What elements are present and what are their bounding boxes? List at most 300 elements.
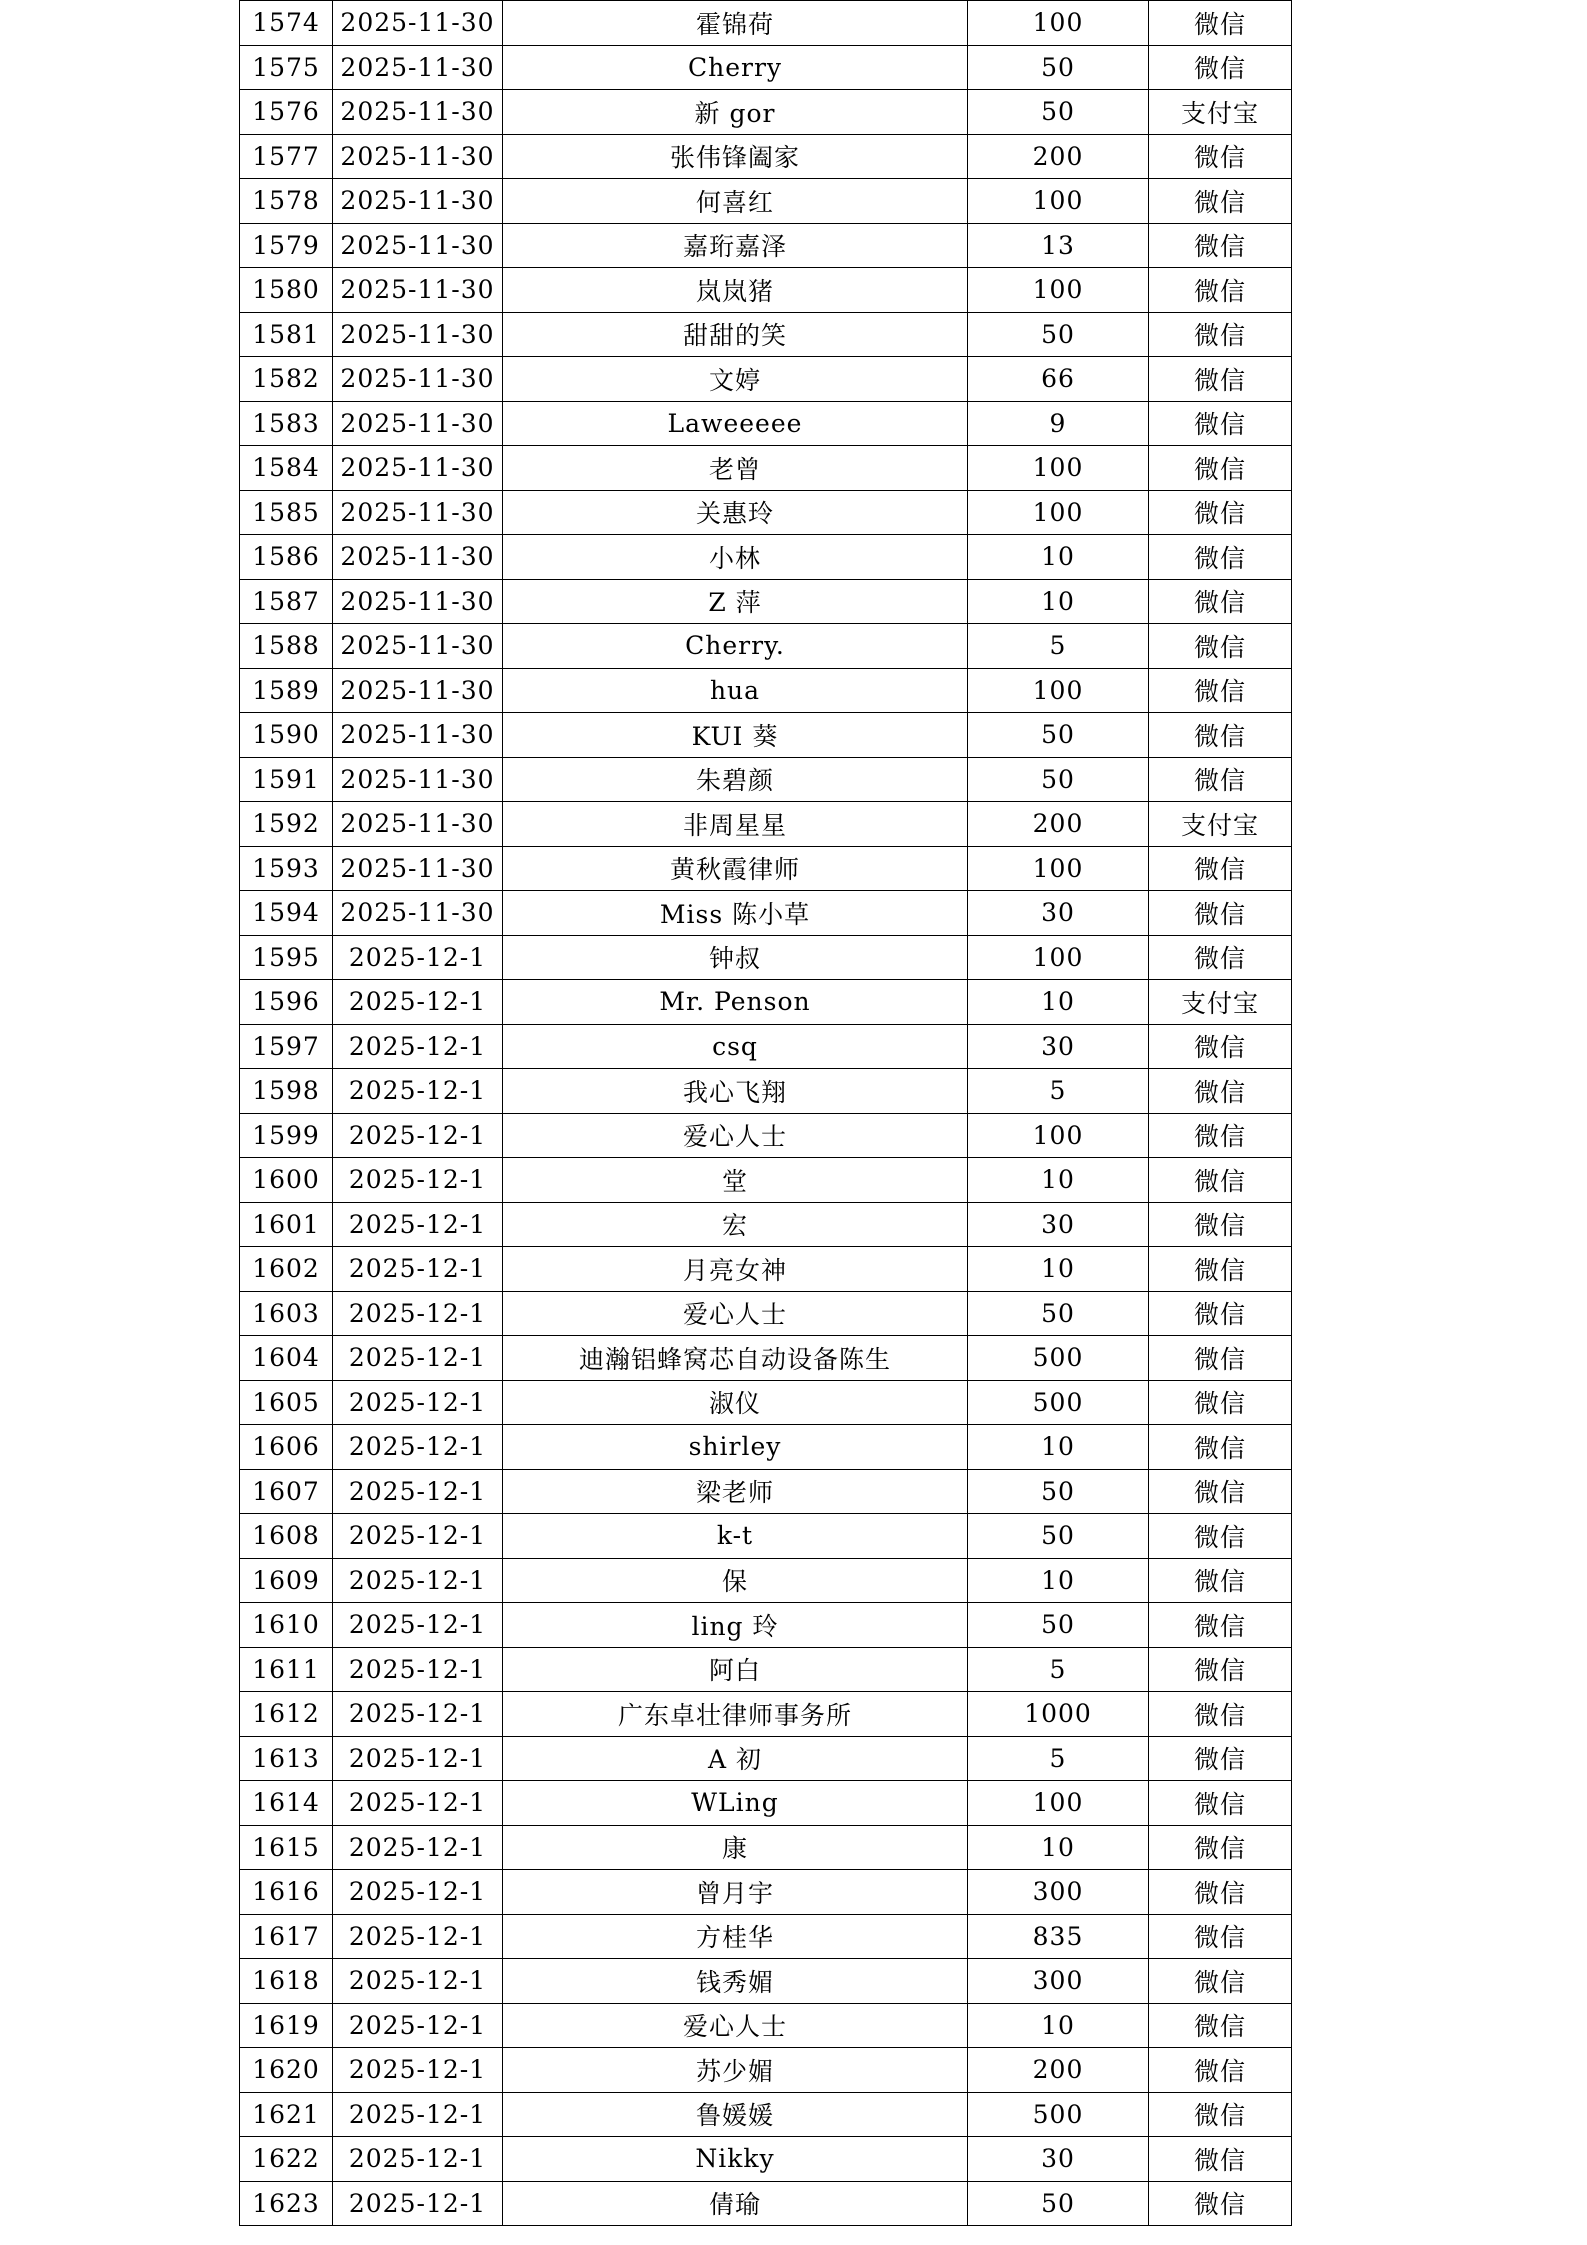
table-row <box>240 757 1292 802</box>
payment-method-cell: 微信 <box>1149 446 1292 491</box>
table-row <box>240 2048 1292 2093</box>
donor-name-cell: 钱秀媚 <box>503 1959 968 2004</box>
payment-method-cell: 微信 <box>1149 1158 1292 1203</box>
donor-name-cell: 苏少媚 <box>503 2048 968 2093</box>
date-cell: 2025-11-30 <box>333 713 503 758</box>
donor-name-cell: Mr. Penson <box>503 980 968 1025</box>
row-number-cell: 1619 <box>240 2003 333 2048</box>
row-number-cell: 1612 <box>240 1692 333 1737</box>
row-number-cell: 1608 <box>240 1514 333 1559</box>
row-number-cell: 1623 <box>240 2181 333 2226</box>
donor-name-cell: 张伟锋阖家 <box>503 134 968 179</box>
payment-method-cell: 微信 <box>1149 1425 1292 1470</box>
date-cell: 2025-12-1 <box>333 935 503 980</box>
table-row <box>240 1825 1292 1870</box>
payment-method-cell: 支付宝 <box>1149 90 1292 135</box>
date-cell: 2025-11-30 <box>333 579 503 624</box>
table-row <box>240 2092 1292 2137</box>
payment-method-cell: 微信 <box>1149 535 1292 580</box>
payment-method-cell: 微信 <box>1149 1603 1292 1648</box>
amount-cell: 5 <box>968 624 1149 669</box>
donor-name-cell: 何喜红 <box>503 179 968 224</box>
table-row <box>240 1514 1292 1559</box>
amount-cell: 10 <box>968 2003 1149 2048</box>
amount-cell: 200 <box>968 802 1149 847</box>
table-row <box>240 1291 1292 1336</box>
date-cell: 2025-12-1 <box>333 1469 503 1514</box>
payment-method-cell: 微信 <box>1149 579 1292 624</box>
donor-name-cell: 老曾 <box>503 446 968 491</box>
amount-cell: 200 <box>968 134 1149 179</box>
payment-method-cell: 微信 <box>1149 1336 1292 1381</box>
payment-method-cell: 微信 <box>1149 1024 1292 1069</box>
row-number-cell: 1614 <box>240 1781 333 1826</box>
donor-name-cell: Z 萍 <box>503 579 968 624</box>
amount-cell: 100 <box>968 446 1149 491</box>
table-row <box>240 802 1292 847</box>
table-row <box>240 668 1292 713</box>
donor-name-cell: 霍锦荷 <box>503 1 968 46</box>
donor-name-cell: 堂 <box>503 1158 968 1203</box>
donor-name-cell: 甜甜的笑 <box>503 312 968 357</box>
row-number-cell: 1576 <box>240 90 333 135</box>
date-cell: 2025-11-30 <box>333 223 503 268</box>
date-cell: 2025-11-30 <box>333 357 503 402</box>
donor-name-cell: 曾月宇 <box>503 1870 968 1915</box>
row-number-cell: 1589 <box>240 668 333 713</box>
row-number-cell: 1603 <box>240 1291 333 1336</box>
row-number-cell: 1577 <box>240 134 333 179</box>
payment-method-cell: 微信 <box>1149 1825 1292 1870</box>
row-number-cell: 1609 <box>240 1558 333 1603</box>
date-cell: 2025-12-1 <box>333 1603 503 1648</box>
amount-cell: 50 <box>968 1514 1149 1559</box>
donor-name-cell: 宏 <box>503 1202 968 1247</box>
donor-name-cell: Cherry <box>503 45 968 90</box>
amount-cell: 300 <box>968 1870 1149 1915</box>
row-number-cell: 1586 <box>240 535 333 580</box>
donor-name-cell: k-t <box>503 1514 968 1559</box>
donor-name-cell: KUI 葵 <box>503 713 968 758</box>
table-row <box>240 2181 1292 2226</box>
row-number-cell: 1615 <box>240 1825 333 1870</box>
donor-name-cell: 保 <box>503 1558 968 1603</box>
donor-name-cell: csq <box>503 1024 968 1069</box>
payment-method-cell: 微信 <box>1149 891 1292 936</box>
date-cell: 2025-11-30 <box>333 802 503 847</box>
payment-method-cell: 支付宝 <box>1149 980 1292 1025</box>
payment-method-cell: 微信 <box>1149 1 1292 46</box>
donor-name-cell: Laweeeee <box>503 401 968 446</box>
date-cell: 2025-12-1 <box>333 2048 503 2093</box>
amount-cell: 100 <box>968 490 1149 535</box>
table-row <box>240 1202 1292 1247</box>
amount-cell: 30 <box>968 891 1149 936</box>
date-cell: 2025-11-30 <box>333 668 503 713</box>
table-row <box>240 2003 1292 2048</box>
date-cell: 2025-11-30 <box>333 179 503 224</box>
table-row <box>240 980 1292 1025</box>
amount-cell: 30 <box>968 1024 1149 1069</box>
date-cell: 2025-12-1 <box>333 1558 503 1603</box>
table-row <box>240 401 1292 446</box>
table-row <box>240 1336 1292 1381</box>
donor-name-cell: shirley <box>503 1425 968 1470</box>
table-row <box>240 2137 1292 2182</box>
row-number-cell: 1605 <box>240 1380 333 1425</box>
amount-cell: 9 <box>968 401 1149 446</box>
date-cell: 2025-11-30 <box>333 535 503 580</box>
table-row <box>240 268 1292 313</box>
table-row <box>240 1247 1292 1292</box>
payment-method-cell: 微信 <box>1149 312 1292 357</box>
payment-method-cell: 支付宝 <box>1149 802 1292 847</box>
date-cell: 2025-12-1 <box>333 980 503 1025</box>
table-row <box>240 1647 1292 1692</box>
table-row <box>240 1558 1292 1603</box>
amount-cell: 100 <box>968 1781 1149 1826</box>
amount-cell: 100 <box>968 1 1149 46</box>
date-cell: 2025-12-1 <box>333 2137 503 2182</box>
date-cell: 2025-12-1 <box>333 1291 503 1336</box>
table-row <box>240 935 1292 980</box>
amount-cell: 50 <box>968 1603 1149 1648</box>
donor-name-cell: 爱心人士 <box>503 1291 968 1336</box>
date-cell: 2025-12-1 <box>333 1336 503 1381</box>
table-row <box>240 846 1292 891</box>
donation-table-body <box>240 1 1292 2226</box>
table-row <box>240 624 1292 669</box>
row-number-cell: 1622 <box>240 2137 333 2182</box>
date-cell: 2025-12-1 <box>333 1736 503 1781</box>
payment-method-cell: 微信 <box>1149 1380 1292 1425</box>
amount-cell: 10 <box>968 1158 1149 1203</box>
row-number-cell: 1601 <box>240 1202 333 1247</box>
row-number-cell: 1604 <box>240 1336 333 1381</box>
date-cell: 2025-12-1 <box>333 2181 503 2226</box>
row-number-cell: 1620 <box>240 2048 333 2093</box>
table-row <box>240 490 1292 535</box>
amount-cell: 50 <box>968 2181 1149 2226</box>
donor-name-cell: A 初 <box>503 1736 968 1781</box>
date-cell: 2025-12-1 <box>333 1914 503 1959</box>
row-number-cell: 1616 <box>240 1870 333 1915</box>
payment-method-cell: 微信 <box>1149 1736 1292 1781</box>
table-row <box>240 357 1292 402</box>
row-number-cell: 1617 <box>240 1914 333 1959</box>
donor-name-cell: 淑仪 <box>503 1380 968 1425</box>
donor-name-cell: 嘉珩嘉泽 <box>503 223 968 268</box>
amount-cell: 300 <box>968 1959 1149 2004</box>
row-number-cell: 1579 <box>240 223 333 268</box>
table-row <box>240 1 1292 46</box>
row-number-cell: 1610 <box>240 1603 333 1648</box>
payment-method-cell: 微信 <box>1149 1247 1292 1292</box>
date-cell: 2025-12-1 <box>333 1202 503 1247</box>
date-cell: 2025-11-30 <box>333 134 503 179</box>
amount-cell: 50 <box>968 1291 1149 1336</box>
row-number-cell: 1592 <box>240 802 333 847</box>
table-row <box>240 713 1292 758</box>
donor-name-cell: 月亮女神 <box>503 1247 968 1292</box>
row-number-cell: 1618 <box>240 1959 333 2004</box>
table-row <box>240 1113 1292 1158</box>
table-row <box>240 1781 1292 1826</box>
payment-method-cell: 微信 <box>1149 134 1292 179</box>
date-cell: 2025-11-30 <box>333 1 503 46</box>
row-number-cell: 1595 <box>240 935 333 980</box>
payment-method-cell: 微信 <box>1149 268 1292 313</box>
amount-cell: 1000 <box>968 1692 1149 1737</box>
amount-cell: 200 <box>968 2048 1149 2093</box>
table-row <box>240 891 1292 936</box>
donor-name-cell: 迪瀚铝蜂窝芯自动设备陈生 <box>503 1336 968 1381</box>
date-cell: 2025-12-1 <box>333 1959 503 2004</box>
table-row <box>240 134 1292 179</box>
payment-method-cell: 微信 <box>1149 1069 1292 1114</box>
row-number-cell: 1582 <box>240 357 333 402</box>
amount-cell: 500 <box>968 2092 1149 2137</box>
payment-method-cell: 微信 <box>1149 1558 1292 1603</box>
amount-cell: 100 <box>968 179 1149 224</box>
donor-name-cell: 小林 <box>503 535 968 580</box>
donation-table <box>239 0 1292 2226</box>
payment-method-cell: 微信 <box>1149 2003 1292 2048</box>
donor-name-cell: 我心飞翔 <box>503 1069 968 1114</box>
donor-name-cell: 爱心人士 <box>503 2003 968 2048</box>
row-number-cell: 1593 <box>240 846 333 891</box>
payment-method-cell: 微信 <box>1149 624 1292 669</box>
table-row <box>240 1914 1292 1959</box>
table-row <box>240 223 1292 268</box>
table-row <box>240 1959 1292 2004</box>
row-number-cell: 1596 <box>240 980 333 1025</box>
payment-method-cell: 微信 <box>1149 2137 1292 2182</box>
donor-name-cell: WLing <box>503 1781 968 1826</box>
amount-cell: 66 <box>968 357 1149 402</box>
date-cell: 2025-11-30 <box>333 90 503 135</box>
donor-name-cell: 阿白 <box>503 1647 968 1692</box>
date-cell: 2025-11-30 <box>333 401 503 446</box>
amount-cell: 500 <box>968 1336 1149 1381</box>
table-row <box>240 1469 1292 1514</box>
date-cell: 2025-11-30 <box>333 312 503 357</box>
donor-name-cell: ling 玲 <box>503 1603 968 1648</box>
donor-name-cell: Miss 陈小草 <box>503 891 968 936</box>
date-cell: 2025-11-30 <box>333 891 503 936</box>
table-row <box>240 1425 1292 1470</box>
payment-method-cell: 微信 <box>1149 1469 1292 1514</box>
row-number-cell: 1580 <box>240 268 333 313</box>
amount-cell: 10 <box>968 535 1149 580</box>
table-row <box>240 535 1292 580</box>
date-cell: 2025-11-30 <box>333 45 503 90</box>
donor-name-cell: 钟叔 <box>503 935 968 980</box>
donor-name-cell: 方桂华 <box>503 1914 968 1959</box>
date-cell: 2025-11-30 <box>333 757 503 802</box>
amount-cell: 50 <box>968 45 1149 90</box>
row-number-cell: 1598 <box>240 1069 333 1114</box>
payment-method-cell: 微信 <box>1149 935 1292 980</box>
amount-cell: 50 <box>968 757 1149 802</box>
payment-method-cell: 微信 <box>1149 1647 1292 1692</box>
table-row <box>240 1024 1292 1069</box>
payment-method-cell: 微信 <box>1149 179 1292 224</box>
date-cell: 2025-12-1 <box>333 1692 503 1737</box>
payment-method-cell: 微信 <box>1149 1781 1292 1826</box>
amount-cell: 100 <box>968 1113 1149 1158</box>
amount-cell: 5 <box>968 1647 1149 1692</box>
amount-cell: 10 <box>968 579 1149 624</box>
date-cell: 2025-12-1 <box>333 1113 503 1158</box>
row-number-cell: 1591 <box>240 757 333 802</box>
amount-cell: 30 <box>968 2137 1149 2182</box>
table-row <box>240 179 1292 224</box>
payment-method-cell: 微信 <box>1149 757 1292 802</box>
amount-cell: 5 <box>968 1069 1149 1114</box>
date-cell: 2025-12-1 <box>333 1647 503 1692</box>
date-cell: 2025-12-1 <box>333 1158 503 1203</box>
donor-name-cell: 黄秋霞律师 <box>503 846 968 891</box>
donor-name-cell: Cherry. <box>503 624 968 669</box>
row-number-cell: 1611 <box>240 1647 333 1692</box>
date-cell: 2025-11-30 <box>333 490 503 535</box>
payment-method-cell: 微信 <box>1149 223 1292 268</box>
donor-name-cell: 关惠玲 <box>503 490 968 535</box>
date-cell: 2025-11-30 <box>333 846 503 891</box>
table-row <box>240 579 1292 624</box>
donor-name-cell: 倩瑜 <box>503 2181 968 2226</box>
row-number-cell: 1621 <box>240 2092 333 2137</box>
amount-cell: 50 <box>968 1469 1149 1514</box>
amount-cell: 100 <box>968 268 1149 313</box>
table-row <box>240 90 1292 135</box>
amount-cell: 100 <box>968 935 1149 980</box>
row-number-cell: 1587 <box>240 579 333 624</box>
row-number-cell: 1602 <box>240 1247 333 1292</box>
amount-cell: 50 <box>968 90 1149 135</box>
donor-name-cell: 岚岚猪 <box>503 268 968 313</box>
date-cell: 2025-12-1 <box>333 1825 503 1870</box>
amount-cell: 10 <box>968 1558 1149 1603</box>
table-row <box>240 1603 1292 1648</box>
payment-method-cell: 微信 <box>1149 1291 1292 1336</box>
amount-cell: 10 <box>968 1247 1149 1292</box>
date-cell: 2025-12-1 <box>333 2003 503 2048</box>
payment-method-cell: 微信 <box>1149 357 1292 402</box>
table-row <box>240 1870 1292 1915</box>
amount-cell: 30 <box>968 1202 1149 1247</box>
date-cell: 2025-12-1 <box>333 2092 503 2137</box>
amount-cell: 10 <box>968 1425 1149 1470</box>
row-number-cell: 1581 <box>240 312 333 357</box>
amount-cell: 10 <box>968 1825 1149 1870</box>
date-cell: 2025-12-1 <box>333 1870 503 1915</box>
amount-cell: 500 <box>968 1380 1149 1425</box>
donor-name-cell: 新 gor <box>503 90 968 135</box>
table-row <box>240 1380 1292 1425</box>
row-number-cell: 1599 <box>240 1113 333 1158</box>
row-number-cell: 1613 <box>240 1736 333 1781</box>
table-row <box>240 45 1292 90</box>
date-cell: 2025-12-1 <box>333 1781 503 1826</box>
date-cell: 2025-12-1 <box>333 1024 503 1069</box>
row-number-cell: 1590 <box>240 713 333 758</box>
donor-name-cell: 广东卓壮律师事务所 <box>503 1692 968 1737</box>
donor-name-cell: 非周星星 <box>503 802 968 847</box>
donor-name-cell: 文婷 <box>503 357 968 402</box>
row-number-cell: 1575 <box>240 45 333 90</box>
date-cell: 2025-11-30 <box>333 624 503 669</box>
donor-name-cell: hua <box>503 668 968 713</box>
payment-method-cell: 微信 <box>1149 490 1292 535</box>
table-row <box>240 1692 1292 1737</box>
amount-cell: 10 <box>968 980 1149 1025</box>
donor-name-cell: Nikky <box>503 2137 968 2182</box>
table-row <box>240 1736 1292 1781</box>
payment-method-cell: 微信 <box>1149 2092 1292 2137</box>
row-number-cell: 1584 <box>240 446 333 491</box>
date-cell: 2025-12-1 <box>333 1425 503 1470</box>
amount-cell: 5 <box>968 1736 1149 1781</box>
payment-method-cell: 微信 <box>1149 1692 1292 1737</box>
payment-method-cell: 微信 <box>1149 2181 1292 2226</box>
table-row <box>240 1158 1292 1203</box>
table-row <box>240 446 1292 491</box>
donor-name-cell: 朱碧颜 <box>503 757 968 802</box>
payment-method-cell: 微信 <box>1149 1870 1292 1915</box>
amount-cell: 13 <box>968 223 1149 268</box>
table-row <box>240 312 1292 357</box>
row-number-cell: 1578 <box>240 179 333 224</box>
donor-name-cell: 鲁媛媛 <box>503 2092 968 2137</box>
row-number-cell: 1597 <box>240 1024 333 1069</box>
row-number-cell: 1588 <box>240 624 333 669</box>
amount-cell: 100 <box>968 846 1149 891</box>
row-number-cell: 1583 <box>240 401 333 446</box>
amount-cell: 100 <box>968 668 1149 713</box>
row-number-cell: 1574 <box>240 1 333 46</box>
payment-method-cell: 微信 <box>1149 1514 1292 1559</box>
table-row <box>240 1069 1292 1114</box>
date-cell: 2025-11-30 <box>333 446 503 491</box>
row-number-cell: 1594 <box>240 891 333 936</box>
payment-method-cell: 微信 <box>1149 1914 1292 1959</box>
payment-method-cell: 微信 <box>1149 1113 1292 1158</box>
payment-method-cell: 微信 <box>1149 846 1292 891</box>
payment-method-cell: 微信 <box>1149 45 1292 90</box>
date-cell: 2025-11-30 <box>333 268 503 313</box>
amount-cell: 50 <box>968 713 1149 758</box>
payment-method-cell: 微信 <box>1149 713 1292 758</box>
payment-method-cell: 微信 <box>1149 2048 1292 2093</box>
payment-method-cell: 微信 <box>1149 668 1292 713</box>
amount-cell: 835 <box>968 1914 1149 1959</box>
date-cell: 2025-12-1 <box>333 1514 503 1559</box>
row-number-cell: 1600 <box>240 1158 333 1203</box>
row-number-cell: 1606 <box>240 1425 333 1470</box>
amount-cell: 50 <box>968 312 1149 357</box>
row-number-cell: 1585 <box>240 490 333 535</box>
payment-method-cell: 微信 <box>1149 401 1292 446</box>
donor-name-cell: 康 <box>503 1825 968 1870</box>
date-cell: 2025-12-1 <box>333 1247 503 1292</box>
date-cell: 2025-12-1 <box>333 1069 503 1114</box>
donor-name-cell: 爱心人士 <box>503 1113 968 1158</box>
date-cell: 2025-12-1 <box>333 1380 503 1425</box>
donor-name-cell: 梁老师 <box>503 1469 968 1514</box>
row-number-cell: 1607 <box>240 1469 333 1514</box>
